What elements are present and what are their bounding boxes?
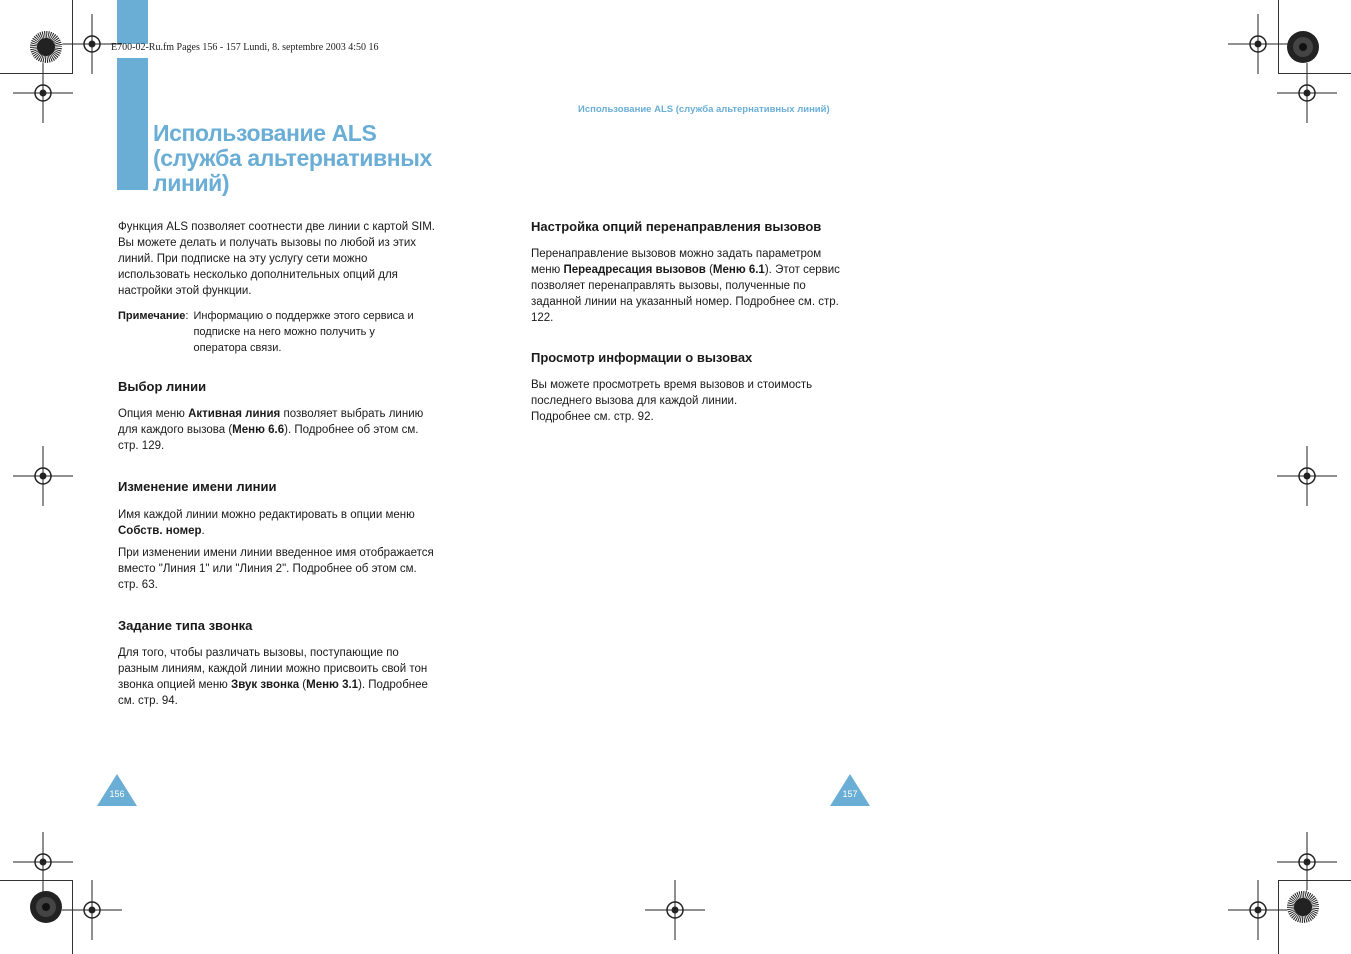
registration-mark-icon (13, 63, 73, 123)
left-column (118, 219, 438, 709)
section-text-call-info: Вы можете просмотреть время вызовов и стоимость последнего вызова для каждой линии. Подробнее см. стр. 92. (531, 379, 813, 423)
section-text-line-select: Опция меню Активная линия позволяет выбрать линию для каждого вызова (Меню 6.6). Подробнее об этом см. стр. 129. (118, 408, 424, 452)
registration-mark-icon (1277, 63, 1337, 123)
note-label: Примечание: (118, 310, 189, 322)
right-column (531, 219, 851, 425)
section-text-ring-type: Для того, чтобы различать вызовы, поступающие по разным линиям, каждой линии можно присвоить свой тон звонка опцией меню Звук звонка (Меню 3.1). Подробнее см. стр. 94. (118, 647, 428, 707)
starburst-target-icon (29, 30, 63, 64)
title-line-2: (служба альтернативных (153, 145, 432, 171)
intro-paragraph: Функция ALS позволяет соотнести две линии с картой SIM. Вы можете делать и получать вызовы по любой из этих линий. При подписке на эту услугу сети можно использовать несколько дополнительных опций для настройки этой функции. (118, 221, 435, 297)
section-heading-line-select: Выбор линии (118, 379, 207, 394)
page-marker-left (97, 774, 137, 806)
section-text-line-rename-2: При изменении имени линии введенное имя отображается вместо "Линия 1" или "Линия 2". Подробнее об этом см. стр. 63. (118, 547, 434, 591)
registration-mark-icon (645, 880, 705, 940)
accent-bar-title (117, 58, 148, 190)
running-head: Использование ALS (служба альтернативных линий) (578, 104, 830, 115)
page-number-left: 156 (109, 789, 125, 799)
section-heading-ring-type: Задание типа звонка (118, 618, 253, 633)
title-line-3: линий) (153, 170, 230, 196)
print-slug: E700-02-Ru.fm Pages 156 - 157 Lundi, 8. septembre 2003 4:50 16 (111, 42, 379, 53)
section-heading-call-forward: Настройка опций перенаправления вызовов (531, 219, 822, 234)
page-marker-right (830, 774, 870, 806)
title-line-1: Использование ALS (153, 120, 377, 146)
page-title (153, 121, 453, 196)
note-text: Информацию о поддержке этого сервиса и подписке на него можно получить у оператора связи. (193, 310, 414, 354)
registration-mark-icon (1277, 446, 1337, 506)
note (118, 308, 438, 356)
starburst-target-icon (1286, 30, 1320, 64)
section-heading-line-rename: Изменение имени линии (118, 479, 277, 494)
starburst-target-icon (1286, 890, 1320, 924)
registration-mark-icon (13, 446, 73, 506)
registration-mark-icon (62, 880, 122, 940)
starburst-target-icon (29, 890, 63, 924)
section-text-call-forward: Перенаправление вызовов можно задать параметром меню Переадресация вызовов (Меню 6.1). Этот сервис позволяет перенаправлять вызовы, полученные по заданной линии на указанный номер. Подробнее см. стр. 122. (531, 248, 840, 324)
section-heading-call-info: Просмотр информации о вызовах (531, 350, 753, 365)
page-number-right: 157 (842, 789, 858, 799)
section-text-line-rename-1: Имя каждой линии можно редактировать в опции меню Собств. номер. (118, 509, 415, 537)
registration-mark-icon (1277, 832, 1337, 892)
